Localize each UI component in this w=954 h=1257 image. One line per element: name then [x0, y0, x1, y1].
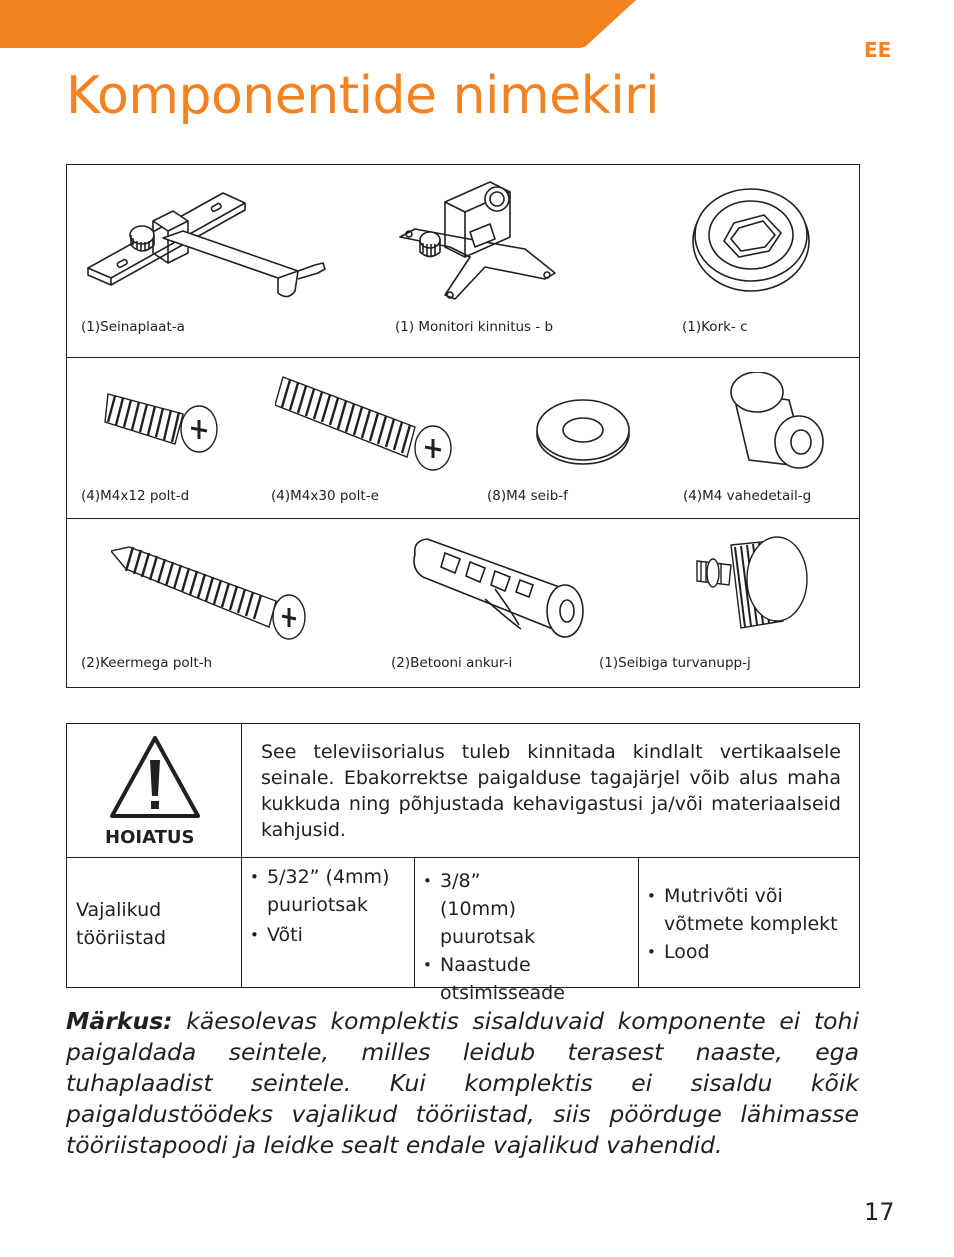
monitor-mount-icon — [395, 177, 565, 307]
part-label: (1)Seinaplaat-a — [81, 319, 185, 335]
short-bolt-icon — [103, 384, 223, 454]
tools-list — [423, 867, 623, 1007]
tool-item: • 5/32” (4mm) puuriotsak — [250, 863, 410, 919]
page-number: 17 — [864, 1198, 895, 1226]
part-label: (1) Monitori kinnitus - b — [395, 319, 554, 335]
header-banner — [0, 0, 640, 50]
part-label: (4)M4x30 polt-e — [271, 488, 379, 504]
tool-item: • Mutrivõti või võtmete komplekt — [647, 882, 857, 938]
note-text: käesolevas komplektis sisalduvaid komponente ei tohi paigaldada seintele, milles leidub terasest naaste, ega tuhaplaadist seintele. Kui komplektis ei sisaldu kõik paigaldustöödeks vajalikud tööriistad, siis pöörduge lähimasse tööriistapoodi ja leidke sealt endale vajalikud vahendid. — [66, 1007, 859, 1159]
tool-item: • Naastude otsimisseade — [423, 951, 623, 1007]
wall-plate-icon — [83, 183, 333, 303]
warning-triangle-icon — [108, 734, 202, 820]
parts-row — [67, 357, 859, 519]
part-label: (1)Kork- c — [682, 319, 748, 335]
language-code: EE — [864, 38, 892, 62]
note-label: Märkus: — [66, 1007, 173, 1035]
tool-item: • Lood — [647, 938, 857, 966]
part-label: (4)M4 vahedetail-g — [683, 488, 812, 504]
page-title: Komponentide nimekiri — [66, 66, 660, 126]
part-label: (2)Keermega polt-h — [81, 655, 213, 671]
long-bolt-icon — [275, 372, 455, 472]
spacer-icon — [719, 372, 829, 472]
warning-cell — [67, 724, 241, 857]
tools-list — [250, 863, 410, 949]
warning-label: HOIATUS — [105, 827, 195, 848]
part-label: (8)M4 seib-f — [487, 488, 568, 504]
concrete-anchor-icon — [405, 529, 605, 649]
tool-item: • 3/8” (10mm) puurotsak — [423, 867, 623, 951]
tools-list — [647, 882, 857, 966]
part-label: (1)Seibiga turvanupp-j — [599, 655, 751, 671]
washer-icon — [533, 396, 633, 468]
cap-icon — [689, 183, 819, 293]
tool-item: • Võti — [250, 921, 410, 949]
part-label: (4)M4x12 polt-d — [81, 488, 190, 504]
security-knob-icon — [691, 533, 811, 643]
warning-text: See televiisorialus tuleb kinnitada kindlalt vertikaalsele seinale. Ebakorrektse paigalduse tagajärjel võib alus maha kukkuda ning põhjustada kehavigastusi ja/või materiaalseid kahjusid. — [261, 741, 841, 841]
tools-label: Vajalikud tööriistad — [76, 899, 167, 949]
wood-screw-icon — [111, 539, 311, 644]
note-paragraph — [66, 1006, 859, 1161]
parts-table — [66, 164, 860, 688]
parts-row — [67, 165, 859, 357]
part-label: (2)Betooni ankur-i — [391, 655, 513, 671]
parts-row — [67, 518, 859, 689]
warning-table — [66, 723, 860, 1004]
